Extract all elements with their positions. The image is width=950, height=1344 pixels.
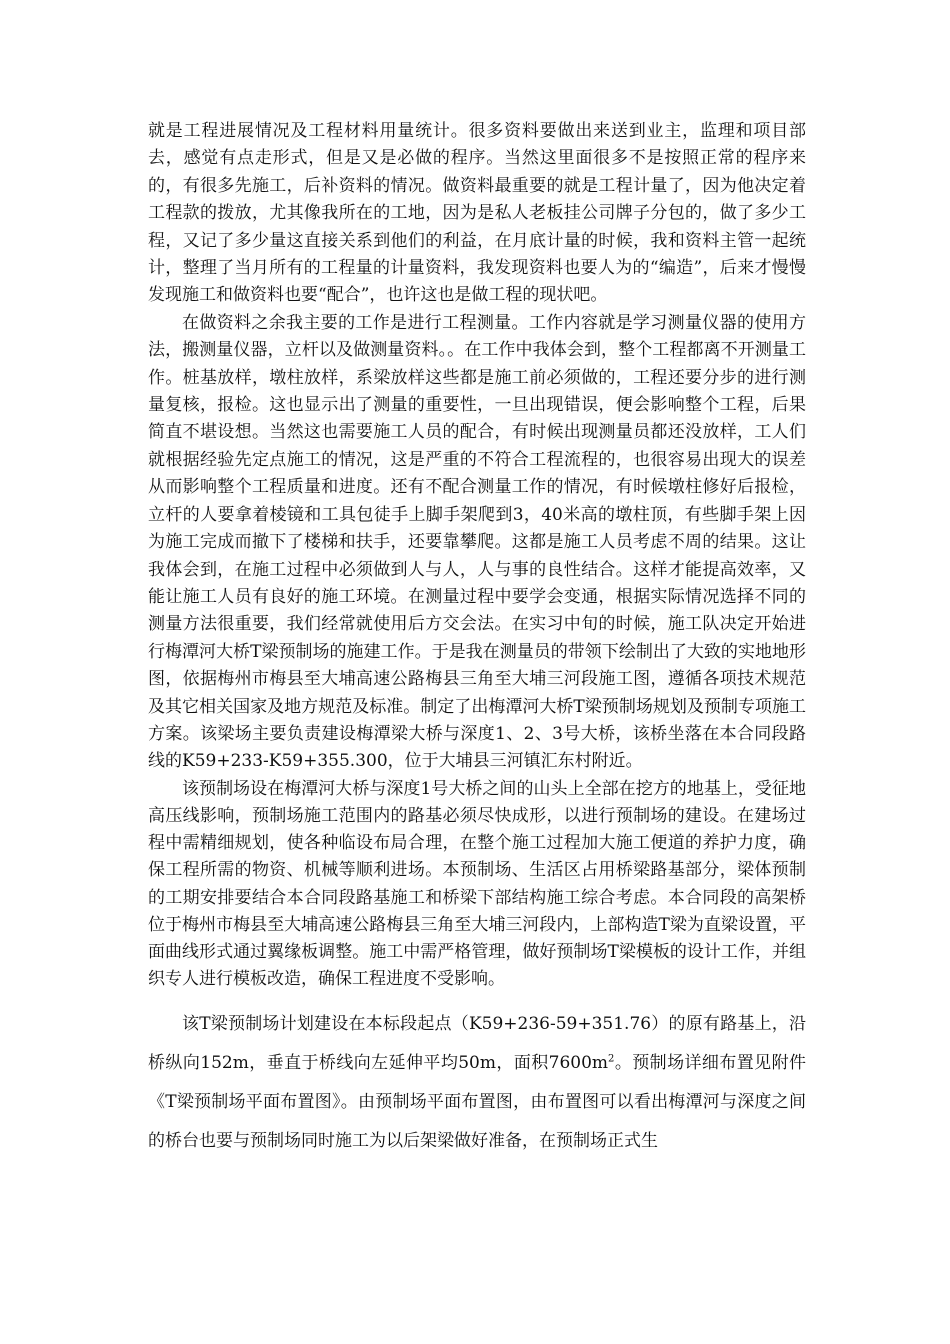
paragraph-1: 就是工程进展情况及工程材料用量统计。很多资料要做出来送到业主，监理和项目部去，感觉有点走形式，但是又是必做的程序。当然这里面很多不是按照正常的程序来的，有很多先施工，后补资料的情况。做资料最重要的就是工程计量了，因为他决定着工程款的拨放，尤其像我所在的工地，因为是私人老板挂公司牌子分包的，做了多少工程，又记了多少量这直接关系到他们的利益，在月底计量的时候，我和资料主管一起统计，整理了当月所有的工程量的计量资料，我发现资料也要人为的“编造”，后来才慢慢发现施工和做资料也要“配合”，也许这也是做工程的现状吧。 xyxy=(148,121,806,306)
paragraph-4 xyxy=(148,1005,806,1161)
paragraph-4-text-start: 该T梁预制场计划建设在本标段起点（K59+236-59+351.76）的原有路基上，沿桥纵向152m，垂直于桥线向左延伸平均50m，面积7600m xyxy=(148,1014,806,1074)
square-meter-superscript: 2 xyxy=(608,1053,615,1065)
document-body xyxy=(148,118,806,1161)
paragraph-4-text-end: 。预制场详细布置见附件《T梁预制场平面布置图》。由预制场平面布置图，由布置图可以看出梅潭河与深度之间的桥台也要与预制场同时施工为以后架梁做好准备，在预制场正式生 xyxy=(148,1053,807,1152)
paragraph-3: 该预制场设在梅潭河大桥与深度1号大桥之间的山头上全部在挖方的地基上，受征地高压线影响，预制场施工范围内的路基必须尽快成形，以进行预制场的建设。在建场过程中需精细规划，使各种临设布局合理，在整个施工过程加大施工便道的养护力度，确保工程所需的物资、机械等顺利进场。本预制场、生活区占用桥梁路基部分，梁体预制的工期安排要结合本合同段路基施工和桥梁下部结构施工综合考虑。本合同段的高架桥位于梅州市梅县至大埔高速公路梅县三角至大埔三河段内，上部构造T梁为直梁设置，平面曲线形式通过翼缘板调整。施工中需严格管理，做好预制场T梁模板的设计工作，并组织专人进行模板改造，确保工程进度不受影响。 xyxy=(148,778,806,990)
paragraph-2: 在做资料之余我主要的工作是进行工程测量。工作内容就是学习测量仪器的使用方法，搬测量仪器，立杆以及做测量资料。。在工作中我体会到，整个工程都离不开测量工作。桩基放样，墩柱放样，系梁放样这些都是施工前必须做的，工程还要分步的进行测量复核，报检。这也显示出了测量的重要性，一旦出现错误，便会影响整个工程，后果简直不堪设想。当然这也需要施工人员的配合，有时候出现测量员都还没放样，工人们就根据经验先定点施工的情况，这是严重的不符合工程流程的，也很容易出现大的误差从而影响整个工程质量和进度。还有不配合测量工作的情况，有时候墩柱修好后报检，立杆的人要拿着棱镜和工具包徒手上脚手架爬到3，40米高的墩柱顶，有些脚手架上因为施工完成而撤下了楼梯和扶手，还要靠攀爬。这都是施工人员考虑不周的结果。这让我体会到，在施工过程中必须做到人与人，人与事的良性结合。这样才能提高效率，又能让施工人员有良好的施工环境。在测量过程中要学会变通，根据实际情况选择不同的测量方法很重要，我们经常就使用后方交会法。在实习中旬的时候，施工队决定开始进行梅潭河大桥T梁预制场的施建工作。于是我在测量员的带领下绘制出了大致的实地地形图，依据梅州市梅县至大埔高速公路梅县三角至大埔三河段施工图，遵循各项技术规范及其它相关国家及地方规范及标准。制定了出梅潭河大桥T梁预制场规划及预制专项施工方案。该梁场主要负责建设梅潭梁大桥与深度1、2、3号大桥，该桥坐落在本合同段路线的K59+233-K59+355.300，位于大埔县三河镇汇东村附近。 xyxy=(148,312,806,772)
